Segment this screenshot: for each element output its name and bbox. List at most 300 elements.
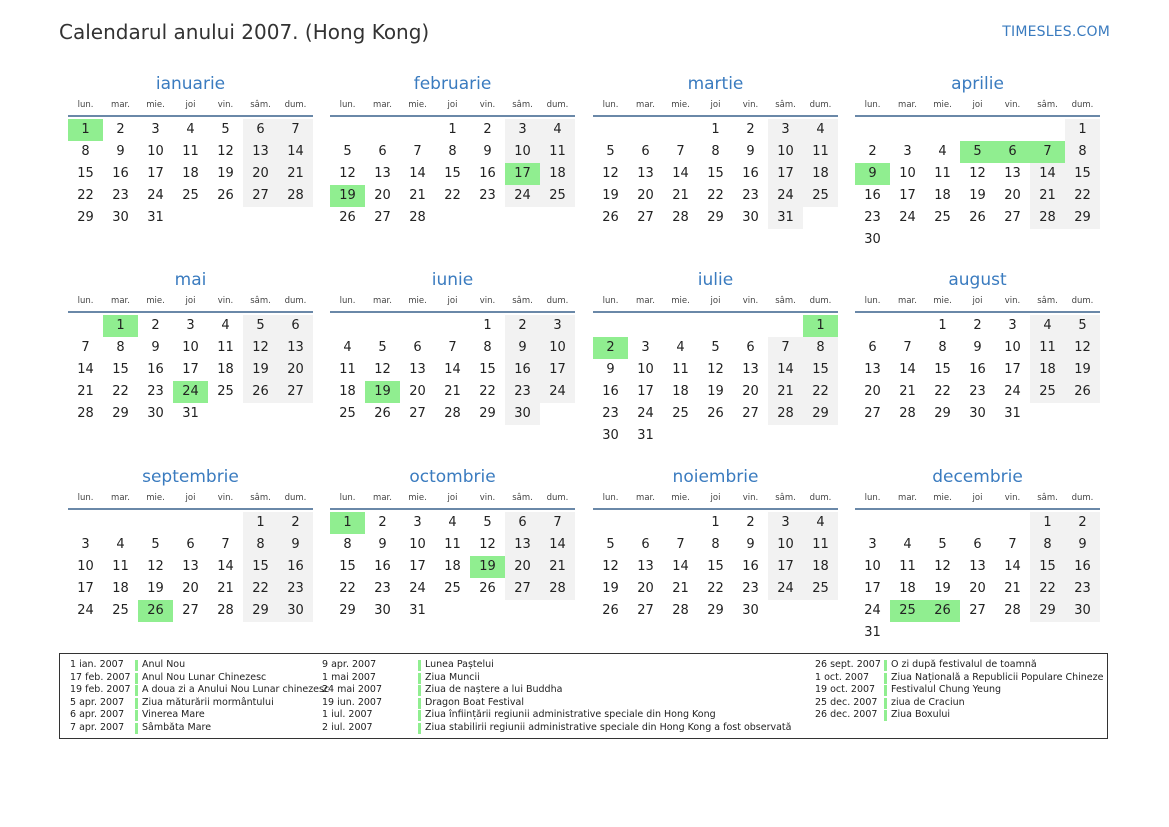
- day-cell: 10: [505, 141, 540, 163]
- empty-cell: [855, 512, 890, 534]
- day-cell: 28: [899, 406, 916, 421]
- day-cell: 29: [1030, 600, 1065, 622]
- legend-holiday-name: Ziua stabilirii regiunii administrative speciale din Hong Kong a fost observată: [425, 721, 792, 733]
- empty-cell: [1065, 403, 1100, 425]
- legend-item: [322, 697, 791, 710]
- day-cell: 23: [742, 188, 759, 203]
- weekday-label: mie.: [146, 493, 165, 503]
- weekday-label: joi: [185, 100, 196, 110]
- weekday-label: sâm.: [250, 296, 271, 306]
- header-divider: [330, 508, 575, 510]
- legend-color-marker: [135, 698, 138, 709]
- weekday-label: joi: [710, 296, 721, 306]
- week-row: [855, 556, 1100, 578]
- legend-color-marker: [135, 723, 138, 734]
- day-cell: 15: [934, 362, 951, 377]
- day-cell: 23: [1065, 578, 1100, 600]
- legend-date: 19 feb. 2007: [70, 684, 131, 696]
- weekday-label: dum.: [546, 493, 569, 503]
- weekday-label: joi: [185, 296, 196, 306]
- day-cell: 29: [803, 403, 838, 425]
- day-cell: 1: [483, 318, 492, 333]
- weekday-label: mie.: [408, 493, 427, 503]
- week-row: [330, 163, 575, 185]
- empty-cell: [1030, 119, 1065, 141]
- week-row: [68, 556, 313, 578]
- legend-date: 5 apr. 2007: [70, 696, 125, 708]
- day-cell: 27: [278, 381, 313, 403]
- day-cell: 24: [768, 185, 803, 207]
- empty-cell: [995, 229, 1030, 251]
- day-cell: 1: [711, 122, 720, 137]
- day-cell: 8: [1030, 534, 1065, 556]
- day-cell: 8: [448, 144, 457, 159]
- legend-holiday-name: Ziua Muncii: [425, 671, 480, 683]
- empty-cell: [330, 119, 365, 141]
- empty-cell: [593, 512, 628, 534]
- week-row: [68, 315, 313, 337]
- day-cell: 24: [540, 381, 575, 403]
- week-row: [855, 185, 1100, 207]
- legend-date: 6 apr. 2007: [70, 709, 125, 721]
- header-divider: [593, 311, 838, 313]
- day-cell: 3: [81, 537, 90, 552]
- legend-holiday-name: Festivalul Chung Yeung: [891, 684, 1002, 696]
- day-cell: 8: [938, 340, 947, 355]
- day-cell: 4: [116, 537, 125, 552]
- empty-cell: [103, 512, 138, 534]
- day-cell: 11: [1030, 337, 1065, 359]
- week-row: [593, 381, 838, 403]
- weekday-header: [855, 292, 1100, 311]
- day-cell: 10: [182, 340, 199, 355]
- day-cell: 28: [409, 210, 426, 225]
- weekday-label: dum.: [1071, 493, 1094, 503]
- day-cell: 28: [278, 185, 313, 207]
- day-cell: 3: [540, 315, 575, 337]
- weekday-header: [593, 96, 838, 115]
- week-row: [330, 141, 575, 163]
- day-cell: 12: [602, 166, 619, 181]
- weekday-label: sâm.: [775, 100, 796, 110]
- legend-item: [70, 672, 329, 685]
- day-cell: 13: [182, 559, 199, 574]
- empty-cell: [540, 403, 575, 425]
- weekday-label: mar.: [636, 493, 655, 503]
- day-cell: 18: [444, 559, 461, 574]
- week-row: [68, 534, 313, 556]
- day-cell: 30: [602, 428, 619, 443]
- month-septembrie: [68, 465, 313, 622]
- weekday-label: sâm.: [250, 493, 271, 503]
- day-cell: 21: [409, 188, 426, 203]
- day-cell: 16: [742, 166, 759, 181]
- day-cell: 12: [339, 166, 356, 181]
- legend-color-marker: [418, 673, 421, 684]
- day-cell: 11: [112, 559, 129, 574]
- weekday-label: sâm.: [250, 100, 271, 110]
- weekday-label: mar.: [373, 100, 392, 110]
- day-cell: 28: [444, 406, 461, 421]
- week-row: [68, 185, 313, 207]
- week-row: [68, 163, 313, 185]
- day-cell: 8: [483, 340, 492, 355]
- weekday-label: mar.: [898, 296, 917, 306]
- empty-cell: [628, 119, 663, 141]
- holiday-day-cell: 1: [803, 315, 838, 337]
- weekday-label: vin.: [1004, 493, 1021, 503]
- month-noiembrie: [593, 465, 838, 622]
- weekday-label: sâm.: [1037, 296, 1058, 306]
- weekday-label: dum.: [546, 100, 569, 110]
- week-row: [593, 163, 838, 185]
- empty-cell: [68, 512, 103, 534]
- empty-cell: [768, 600, 803, 622]
- day-cell: 27: [969, 603, 986, 618]
- empty-cell: [890, 119, 925, 141]
- empty-cell: [995, 119, 1030, 141]
- weekday-label: vin.: [742, 100, 759, 110]
- day-cell: 29: [339, 603, 356, 618]
- day-cell: 7: [540, 512, 575, 534]
- legend-date: 26 dec. 2007: [815, 709, 878, 721]
- day-cell: 22: [1065, 185, 1100, 207]
- day-cell: 18: [112, 581, 129, 596]
- day-cell: 18: [899, 581, 916, 596]
- legend-item: [70, 709, 329, 722]
- weekday-header: [855, 96, 1100, 115]
- day-cell: 22: [339, 581, 356, 596]
- week-row: [330, 207, 575, 229]
- weekday-label: lun.: [602, 493, 619, 503]
- week-row: [855, 381, 1100, 403]
- day-cell: 24: [409, 581, 426, 596]
- day-cell: 2: [483, 122, 492, 137]
- week-row: [593, 578, 838, 600]
- legend-holiday-name: Dragon Boat Festival: [425, 696, 525, 708]
- day-cell: 9: [1065, 534, 1100, 556]
- empty-cell: [960, 512, 995, 534]
- day-cell: 28: [77, 406, 94, 421]
- empty-cell: [138, 512, 173, 534]
- day-cell: 19: [147, 581, 164, 596]
- day-cell: 5: [938, 537, 947, 552]
- day-cell: 30: [742, 210, 759, 225]
- day-cell: 16: [374, 559, 391, 574]
- weekday-header: [593, 489, 838, 508]
- day-cell: 6: [413, 340, 422, 355]
- legend-holiday-name: Anul Nou: [142, 659, 186, 670]
- weekday-label: sâm.: [775, 493, 796, 503]
- week-row: [68, 403, 313, 425]
- day-cell: 7: [413, 144, 422, 159]
- day-cell: 17: [540, 359, 575, 381]
- legend-color-marker: [884, 710, 887, 721]
- day-cell: 6: [868, 340, 877, 355]
- week-row: [593, 600, 838, 622]
- holiday-day-cell: 19: [470, 556, 505, 578]
- day-cell: 8: [711, 144, 720, 159]
- empty-cell: [663, 119, 698, 141]
- day-cell: 4: [803, 119, 838, 141]
- day-cell: 16: [969, 362, 986, 377]
- week-row: [68, 512, 313, 534]
- day-cell: 2: [278, 512, 313, 534]
- day-cell: 12: [217, 144, 234, 159]
- day-cell: 31: [637, 428, 654, 443]
- day-cell: 6: [641, 144, 650, 159]
- day-cell: 22: [444, 188, 461, 203]
- day-cell: 1: [1030, 512, 1065, 534]
- legend-holiday-name: Ziua de naștere a lui Buddha: [425, 684, 563, 696]
- day-cell: 21: [278, 163, 313, 185]
- weekday-label: vin.: [1004, 100, 1021, 110]
- day-cell: 30: [505, 403, 540, 425]
- day-cell: 13: [243, 141, 278, 163]
- day-cell: 3: [903, 144, 912, 159]
- empty-cell: [278, 207, 313, 229]
- day-cell: 11: [182, 144, 199, 159]
- week-row: [593, 185, 838, 207]
- day-cell: 29: [243, 600, 278, 622]
- day-cell: 22: [803, 381, 838, 403]
- empty-cell: [470, 600, 505, 622]
- legend-holiday-name: ziua de Craciun: [891, 696, 965, 708]
- day-cell: 13: [278, 337, 313, 359]
- day-cell: 6: [746, 340, 755, 355]
- empty-cell: [68, 315, 103, 337]
- day-cell: 22: [243, 578, 278, 600]
- holiday-day-cell: 7: [1030, 141, 1065, 163]
- legend-date: 1 mai 2007: [322, 671, 376, 683]
- day-cell: 6: [278, 315, 313, 337]
- month-name: ianuarie: [155, 74, 226, 94]
- day-cell: 9: [116, 144, 125, 159]
- day-cell: 7: [448, 340, 457, 355]
- month-iulie: [593, 268, 838, 447]
- day-cell: 10: [1004, 340, 1021, 355]
- empty-cell: [733, 315, 768, 337]
- weekday-label: joi: [972, 100, 983, 110]
- day-cell: 25: [217, 384, 234, 399]
- day-cell: 21: [1030, 185, 1065, 207]
- day-cell: 7: [676, 537, 685, 552]
- day-cell: 23: [147, 384, 164, 399]
- week-row: [593, 337, 838, 359]
- day-cell: 3: [868, 537, 877, 552]
- week-row: [330, 359, 575, 381]
- site-link[interactable]: TIMESLES.COM: [1002, 24, 1110, 40]
- weekday-header: [68, 96, 313, 115]
- day-cell: 23: [278, 578, 313, 600]
- legend-item: [70, 684, 329, 697]
- day-cell: 16: [864, 188, 881, 203]
- empty-cell: [803, 425, 838, 447]
- day-cell: 28: [217, 603, 234, 618]
- weekday-label: dum.: [809, 296, 832, 306]
- day-cell: 15: [1065, 163, 1100, 185]
- day-cell: 13: [969, 559, 986, 574]
- empty-cell: [593, 119, 628, 141]
- day-cell: 31: [409, 603, 426, 618]
- holiday-day-cell: 25: [890, 600, 925, 622]
- day-cell: 30: [112, 210, 129, 225]
- weekday-label: vin.: [479, 100, 496, 110]
- day-cell: 22: [479, 384, 496, 399]
- day-cell: 14: [672, 559, 689, 574]
- day-cell: 6: [243, 119, 278, 141]
- weekday-label: mie.: [146, 296, 165, 306]
- weekday-label: mie.: [671, 296, 690, 306]
- day-cell: 5: [1065, 315, 1100, 337]
- day-cell: 17: [637, 384, 654, 399]
- day-cell: 15: [444, 166, 461, 181]
- weekday-label: mie.: [933, 100, 952, 110]
- day-cell: 15: [77, 166, 94, 181]
- day-cell: 13: [374, 166, 391, 181]
- legend-date: 7 apr. 2007: [70, 721, 125, 733]
- day-cell: 21: [768, 381, 803, 403]
- day-cell: 11: [803, 141, 838, 163]
- day-cell: 23: [505, 381, 540, 403]
- day-cell: 4: [540, 119, 575, 141]
- holiday-day-cell: 19: [365, 381, 400, 403]
- weekday-header: [330, 96, 575, 115]
- week-row: [593, 403, 838, 425]
- day-cell: 14: [768, 359, 803, 381]
- week-row: [68, 600, 313, 622]
- weekday-label: dum.: [1071, 100, 1094, 110]
- day-cell: 10: [77, 559, 94, 574]
- day-cell: 5: [606, 537, 615, 552]
- day-cell: 7: [221, 537, 230, 552]
- empty-cell: [960, 229, 995, 251]
- day-cell: 3: [186, 318, 195, 333]
- holiday-day-cell: 26: [925, 600, 960, 622]
- day-cell: 19: [934, 581, 951, 596]
- day-cell: 16: [147, 362, 164, 377]
- day-cell: 21: [540, 556, 575, 578]
- week-row: [855, 207, 1100, 229]
- weekday-header: [330, 489, 575, 508]
- legend-color-marker: [884, 685, 887, 696]
- day-cell: 2: [116, 122, 125, 137]
- week-row: [593, 512, 838, 534]
- day-cell: 11: [217, 340, 234, 355]
- empty-cell: [505, 207, 540, 229]
- week-row: [593, 425, 838, 447]
- month-name: iulie: [697, 270, 734, 290]
- day-cell: 5: [343, 144, 352, 159]
- day-cell: 23: [602, 406, 619, 421]
- day-cell: 10: [147, 144, 164, 159]
- week-row: [68, 381, 313, 403]
- day-cell: 14: [899, 362, 916, 377]
- week-row: [330, 556, 575, 578]
- month-august: [855, 268, 1100, 425]
- day-cell: 30: [278, 600, 313, 622]
- day-cell: 9: [278, 534, 313, 556]
- legend-holiday-name: Anul Nou Lunar Chinezesc: [142, 671, 267, 683]
- empty-cell: [925, 512, 960, 534]
- day-cell: 16: [278, 556, 313, 578]
- day-cell: 25: [803, 578, 838, 600]
- header-divider: [330, 115, 575, 117]
- legend-item: [815, 672, 1103, 685]
- day-cell: 13: [409, 362, 426, 377]
- day-cell: 8: [81, 144, 90, 159]
- empty-cell: [890, 229, 925, 251]
- day-cell: 18: [934, 188, 951, 203]
- day-cell: 12: [934, 559, 951, 574]
- day-cell: 13: [505, 534, 540, 556]
- legend-item: [815, 684, 1103, 697]
- legend-holiday-name: Ziua Națională a Republicii Populare Chineze: [891, 671, 1104, 683]
- day-cell: 15: [1030, 556, 1065, 578]
- day-cell: 11: [672, 362, 689, 377]
- day-cell: 5: [606, 144, 615, 159]
- day-cell: 27: [409, 406, 426, 421]
- week-row: [593, 141, 838, 163]
- month-name: mai: [174, 270, 207, 290]
- day-cell: 8: [1065, 141, 1100, 163]
- day-cell: 30: [147, 406, 164, 421]
- header-divider: [593, 508, 838, 510]
- day-cell: 19: [969, 188, 986, 203]
- day-cell: 18: [803, 163, 838, 185]
- day-cell: 26: [602, 603, 619, 618]
- legend-date: 1 oct. 2007: [815, 671, 870, 683]
- header-divider: [855, 115, 1100, 117]
- day-cell: 21: [672, 188, 689, 203]
- holiday-day-cell: 6: [995, 141, 1030, 163]
- day-cell: 27: [742, 406, 759, 421]
- legend-date: 26 sept. 2007: [815, 659, 881, 670]
- holiday-day-cell: 26: [138, 600, 173, 622]
- legend-holiday-name: A doua zi a Anului Nou Lunar chinezesc: [142, 684, 330, 696]
- empty-cell: [173, 207, 208, 229]
- week-row: [593, 534, 838, 556]
- day-cell: 2: [746, 515, 755, 530]
- week-row: [330, 119, 575, 141]
- weekday-header: [855, 489, 1100, 508]
- day-cell: 24: [77, 603, 94, 618]
- day-cell: 18: [1030, 359, 1065, 381]
- empty-cell: [768, 425, 803, 447]
- month-februarie: [330, 72, 575, 229]
- day-cell: 6: [641, 537, 650, 552]
- legend-column: [70, 659, 329, 735]
- holiday-day-cell: 1: [103, 315, 138, 337]
- empty-cell: [995, 512, 1030, 534]
- weekday-label: vin.: [217, 100, 234, 110]
- day-cell: 14: [217, 559, 234, 574]
- legend-holiday-name: Ziua înființării regiunii administrative speciale din Hong Kong: [425, 709, 716, 721]
- day-cell: 4: [803, 512, 838, 534]
- empty-cell: [960, 119, 995, 141]
- empty-cell: [208, 403, 243, 425]
- weekday-label: lun.: [339, 100, 356, 110]
- holiday-day-cell: 1: [330, 512, 365, 534]
- day-cell: 31: [182, 406, 199, 421]
- legend-date: 2 iul. 2007: [322, 721, 373, 733]
- empty-cell: [1065, 229, 1100, 251]
- day-cell: 7: [903, 340, 912, 355]
- week-row: [855, 600, 1100, 622]
- day-cell: 24: [505, 185, 540, 207]
- legend-column: [322, 659, 791, 735]
- day-cell: 12: [147, 559, 164, 574]
